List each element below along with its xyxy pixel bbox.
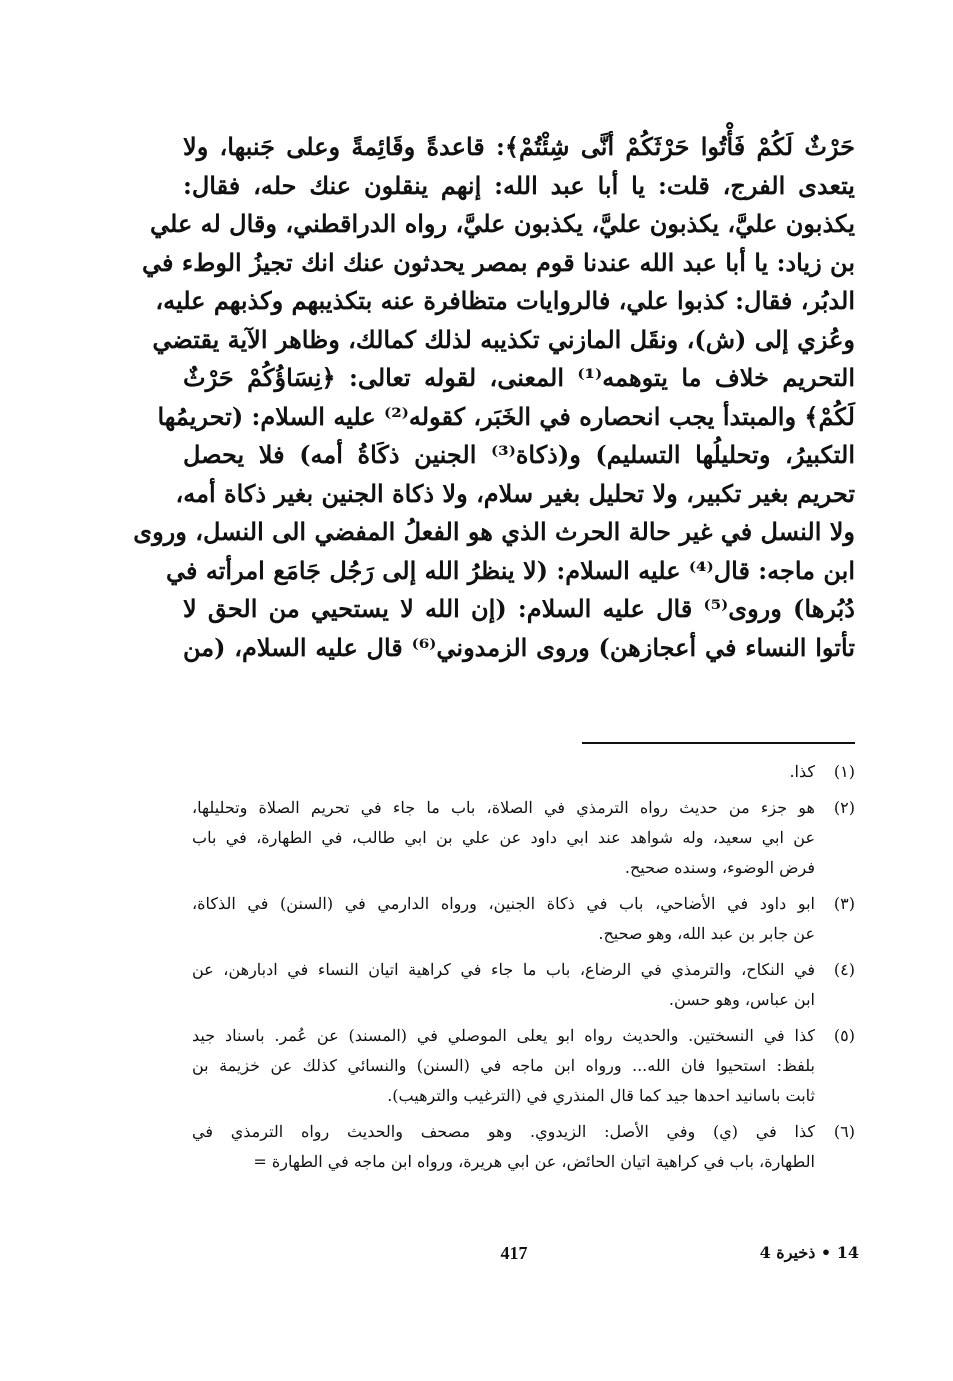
footnote-line: بلفظ: استحيوا فان الله... ورواه ابن ماجه في (السنن) والنسائي كذلك عن خزيمة بن: [192, 1056, 815, 1075]
footnote-5: [192, 1021, 855, 1111]
footnote-line: كذا.: [789, 762, 815, 781]
text-line: حَرْثٌ لَكُمْ فَأْتُوا حَرْثَكُمْ أنَّى شِئْتُمْ﴾: قاعدةً وقَائِمةً وعلى جَنبها، ولا: [183, 132, 855, 161]
footnote-line: ابن عباس، وهو حسن.: [668, 990, 815, 1009]
text-line: دُبُرها) وروى⁽⁵⁾ قال عليه السلام: (إن الله لا يستحيي من الحق لا: [183, 594, 855, 623]
text-line: تحريم بغير تكبير، ولا تحليل بغير سلام، ولا ذكاة الجنين بغير ذكاة أمه،: [175, 478, 855, 508]
footnote-line: فرض الوضوء، وسنده صحيح.: [624, 858, 815, 877]
footnote-line: عن جابر بن عبد الله، وهو صحيح.: [598, 924, 815, 943]
text-line: ابن ماجه: قال⁽⁴⁾ عليه السلام: (لا ينظرُ الله إلى رَجُل جَامَع امرأته في: [166, 555, 855, 585]
footnote-4: [192, 955, 855, 1015]
footnote-line: ابو داود في الأضاحي، باب في ذكاة الجنين، ورواه الدارمي في (السنن) في الذكاة،: [192, 894, 815, 913]
footnote-number: (٣): [833, 894, 855, 913]
footnote-number: (١): [833, 762, 855, 781]
footnote-line: ثابت باسانيد احدها جيد كما قال المنذري في (الترغيب والترهيب).: [387, 1086, 815, 1105]
text-line: بن زياد: يا أبا عبد الله عندنا قوم بمصر يحدثون عنك انك تجيزُ الوطء في: [142, 247, 855, 277]
signature-mark: 14 • ذخيرة 4: [759, 1243, 859, 1262]
text-line: التكبيرُ، وتحليلُها التسليم) و(ذكاة⁽³⁾ الجنين ذكَاةُ أمه) فلا يحصل: [183, 440, 855, 469]
footnote-line: كذا في النسختين. والحديث رواه ابو يعلى الموصلي في (المسند) عن عُمر. باسناد جيد: [192, 1026, 815, 1045]
text-line: يكذبون عليَّ، يكذبون عليَّ، يكذبون عليَّ، رواه الدراقطني، وقال له علي: [150, 209, 855, 238]
footnote-1: [192, 757, 855, 787]
footnote-number: (٦): [833, 1122, 855, 1141]
footnote-line: الطهارة، باب في كراهية اتيان الحائض، عن ابي هريرة، ورواه ابن ماجه في الطهارة =: [253, 1152, 815, 1171]
footnote-line: هو جزء من حديث رواه الترمذي في الصلاة، باب ما جاء في تحريم الصلاة وتحليلها،: [192, 798, 815, 817]
footnotes: [192, 757, 855, 1183]
footnote-line: كذا في (ي) وفي الأصل: الزيدوي. وهو مصحف والحديث رواه الترمذي في: [192, 1122, 815, 1141]
text-line: يتعدى الفرج، قلت: يا أبا عبد الله: إنهم ينقلون عنك حله، فقال:: [183, 170, 855, 200]
text-line: لَكُمْ﴾ والمبتدأ يجب انحصاره في الخَبَر، كقوله⁽²⁾ عليه السلام: (تحريمُها: [157, 401, 855, 431]
text-line: ولا النسل في غير حالة الحرث الذي هو الفعلُ المفضي الى النسل، وروى: [133, 517, 855, 546]
footnote-line: في النكاح، والترمذي في الرضاع، باب ما جاء في كراهية اتيان النساء في ادبارهن، عن: [192, 960, 816, 979]
footnote-divider: [582, 742, 855, 744]
footnote-number: (٤): [833, 960, 855, 979]
footnote-6: [192, 1117, 855, 1177]
text-line: وعُزي إلى (ش)، ونقَل المازني تكذيبه لذلك كمالك، وظاهر الآية يقتضي: [152, 324, 855, 354]
text-line: التحريم خلاف ما يتوهمه⁽¹⁾ المعنى، لقوله تعالى: ﴿نِسَاؤُكُمْ حَرْثٌ: [183, 363, 855, 392]
footnote-number: (٢): [833, 798, 855, 817]
text-line: الدبُر، فقال: كذبوا علي، فالروايات متظافرة عنه بتكذيبهم وكذبهم عليه،: [155, 286, 855, 315]
footnote-line: عن ابي سعيد، وله شواهد عند ابي داود عن علي بن ابي طالب، في الطهارة، في باب: [192, 828, 815, 847]
footnote-2: [192, 793, 855, 883]
footnote-3: [192, 889, 855, 949]
text-line: تأتوا النساء في أعجازهن) وروى الزمدوني⁽⁶⁾ قال عليه السلام، (من: [183, 632, 855, 662]
main-text: [133, 128, 855, 667]
page-number: 417: [500, 1243, 528, 1263]
footnote-number: (٥): [833, 1026, 855, 1045]
